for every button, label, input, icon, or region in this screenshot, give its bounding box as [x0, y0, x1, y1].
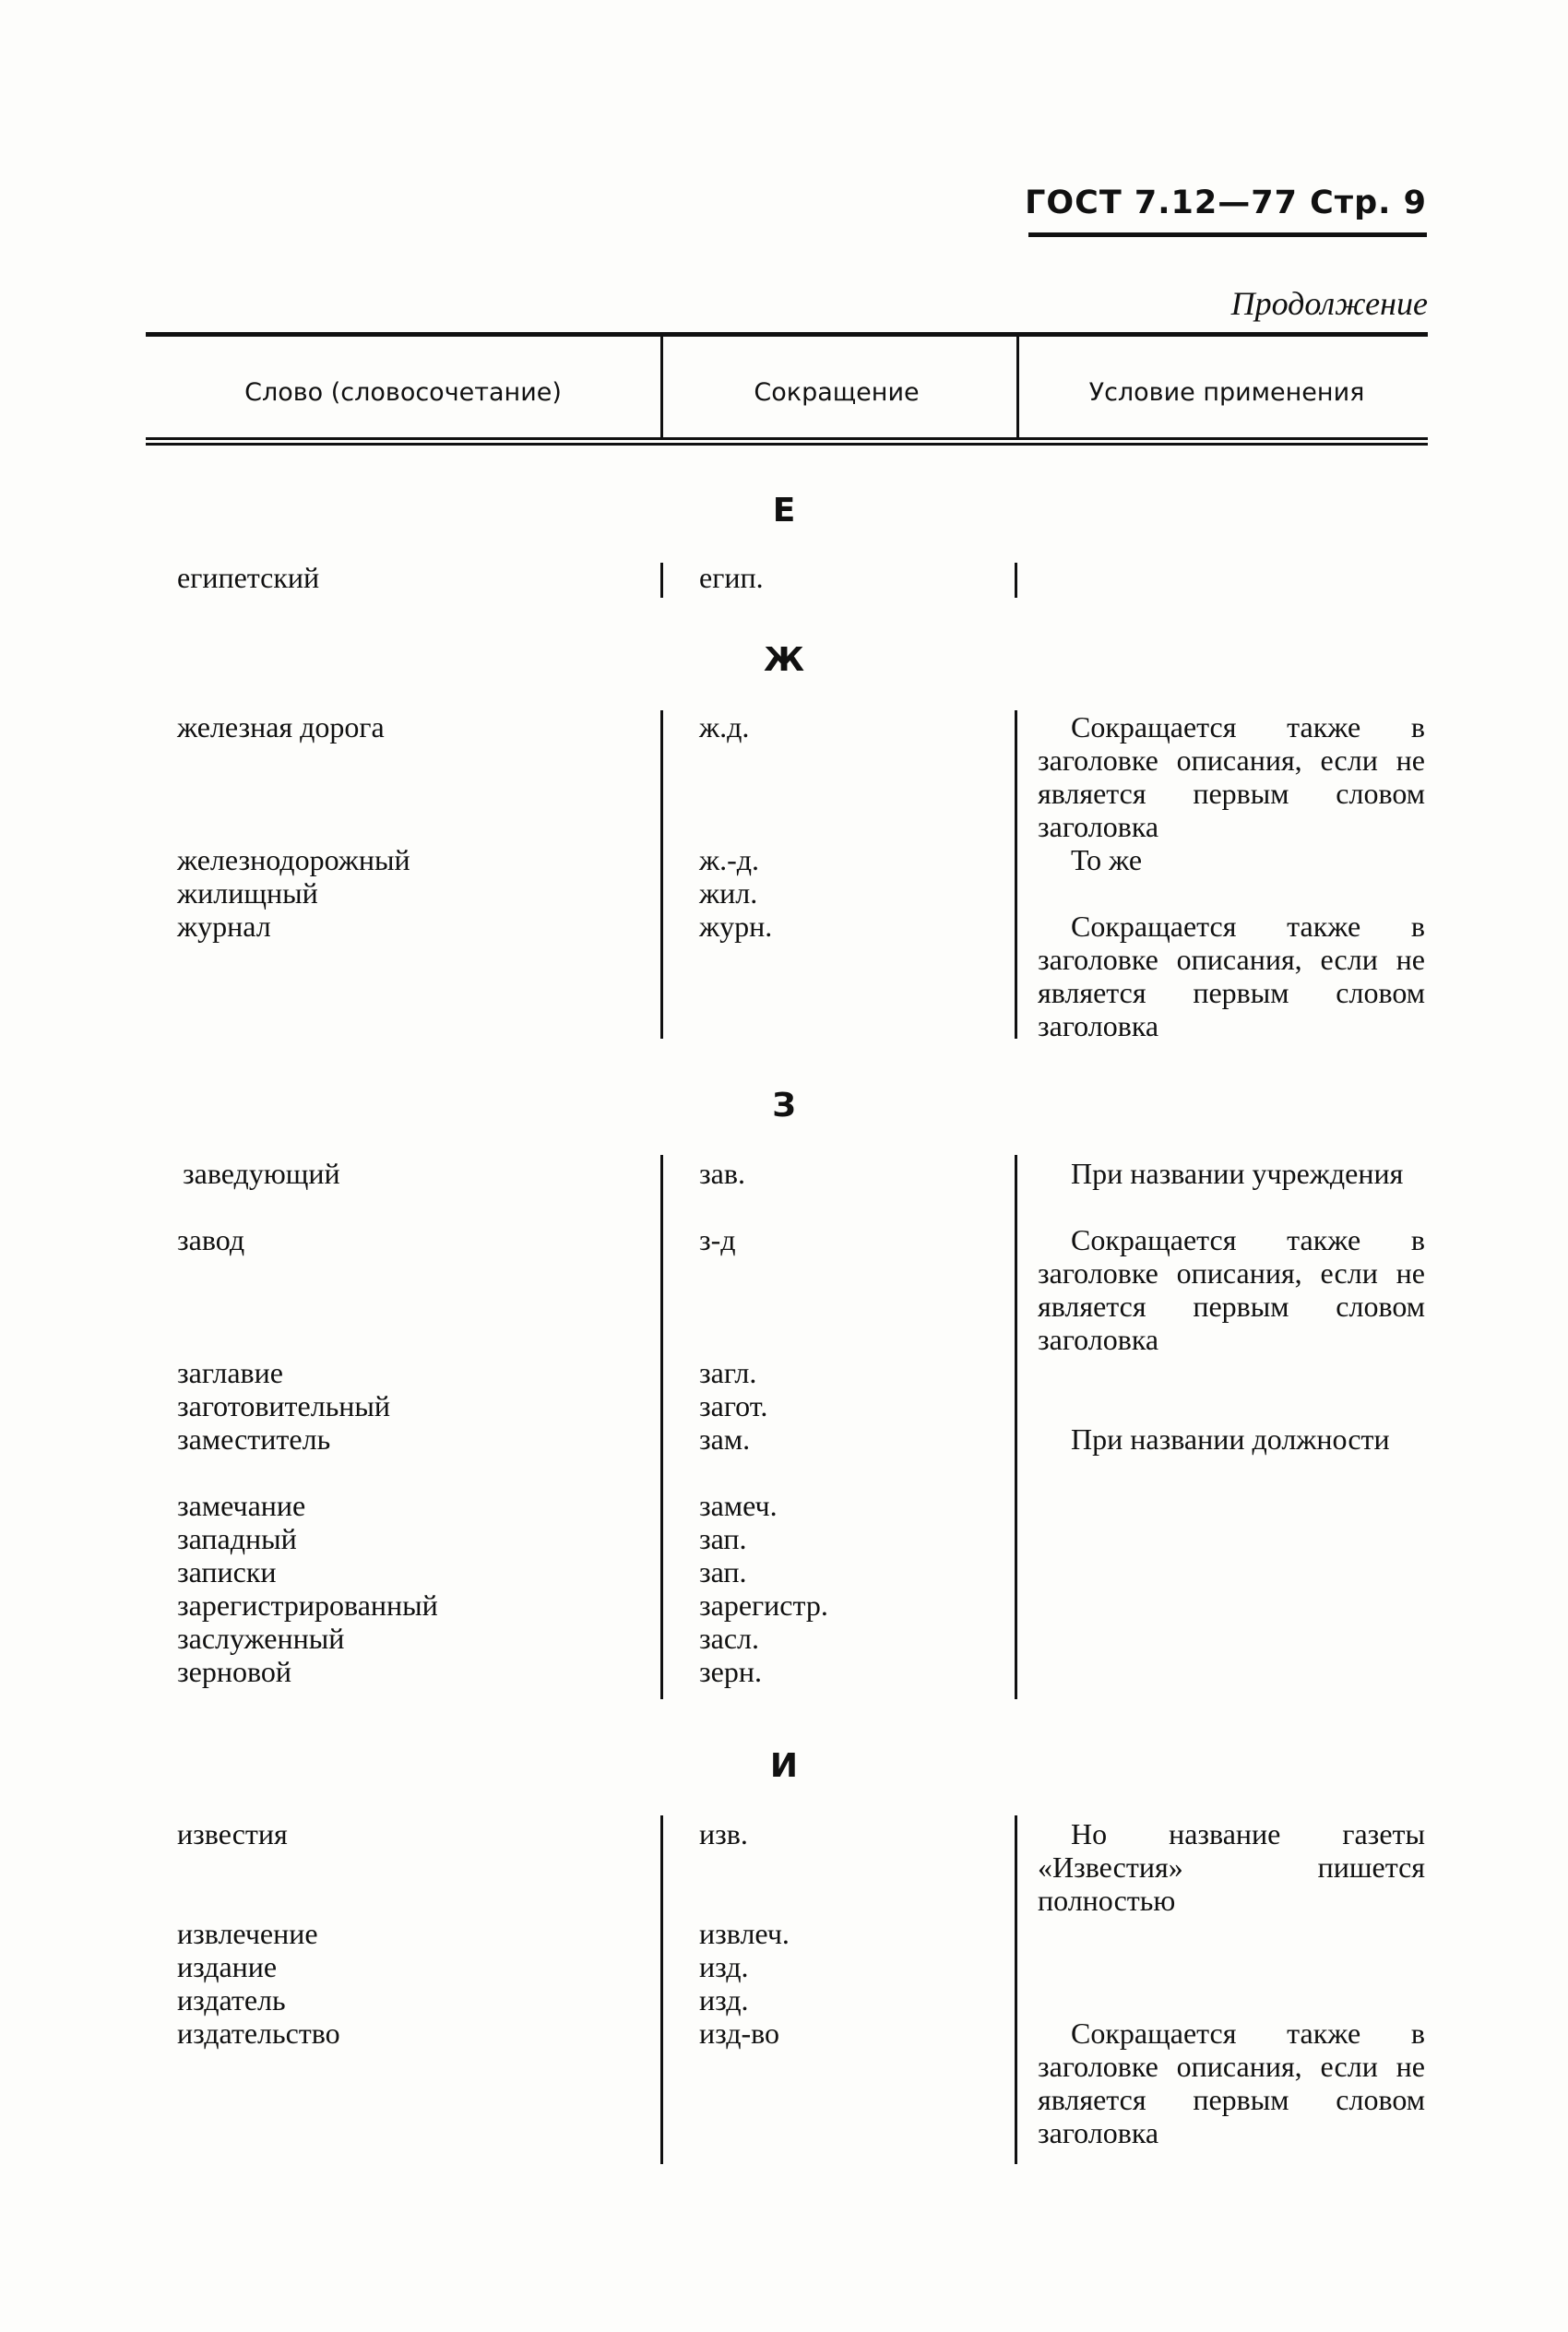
table-row-word: издатель [177, 1983, 286, 2017]
column-header-condition: Условие применения [1088, 378, 1365, 407]
column-divider [1015, 563, 1017, 598]
table-row-word: заглавие [177, 1356, 283, 1389]
column-divider [1015, 710, 1017, 1039]
table-row-abbr: извлеч. [699, 1917, 790, 1950]
table-row-word: жилищный [177, 876, 318, 910]
table-row-abbr: ж.-д. [699, 843, 760, 876]
table-row-condition: Сокращается также в заголовке описания, если не является первым словом заголовка [1038, 910, 1425, 1042]
section-letter: Ж [763, 641, 805, 679]
continuation-label: Продолжение [1230, 285, 1428, 322]
table-row-abbr: журн. [699, 910, 773, 943]
table-row-abbr: зап. [699, 1522, 747, 1555]
table-row-abbr: изд-во [699, 2017, 780, 2050]
section-letter: Е [772, 492, 796, 529]
column-header-word: Слово (словосочетание) [244, 378, 562, 407]
table-row-word: завод [177, 1223, 245, 1256]
column-divider [1015, 1155, 1017, 1699]
table-row-word: зерновой [177, 1655, 291, 1688]
table-row-condition: Сокращается также в заголовке описания, если не является первым словом заголовка [1038, 710, 1425, 843]
table-row-abbr: изд. [699, 1950, 749, 1983]
page-header: ГОСТ 7.12—77 Стр. 9 [1025, 184, 1427, 221]
table-row-abbr: загот. [699, 1389, 768, 1422]
table-row-word: замечание [177, 1489, 306, 1522]
table-row-word: египетский [177, 561, 320, 594]
table-row-condition: То же [1071, 843, 1143, 876]
table-row-abbr: засл. [699, 1622, 760, 1655]
table-row-word: железная дорога [177, 710, 385, 744]
table-row-abbr: зерн. [699, 1655, 762, 1688]
table-row-word: западный [177, 1522, 297, 1555]
table-row-word: издание [177, 1950, 278, 1983]
table-row-abbr: жил. [699, 876, 758, 910]
header-rule [1028, 232, 1427, 237]
table-row-condition: Сокращается также в заголовке описания, если не является первым словом заголовка [1038, 1223, 1425, 1356]
table-row-word: извлечение [177, 1917, 318, 1950]
table-row-abbr: зарегистр. [699, 1588, 828, 1622]
table-row-abbr: зав. [699, 1157, 745, 1190]
table-row-condition: Сокращается также в заголовке описания, если не является первым словом заголовка [1038, 2017, 1425, 2149]
table-row-word: журнал [177, 910, 271, 943]
table-row-abbr: зам. [699, 1422, 751, 1456]
table-row-word: железнодорожный [177, 843, 410, 876]
table-row-word: издательство [177, 2017, 340, 2050]
table-row-condition: При названии учреждения [1071, 1157, 1404, 1190]
table-row-word: заготовительный [177, 1389, 391, 1422]
column-divider [660, 1815, 663, 2164]
section-letter: З [772, 1087, 796, 1124]
column-divider [1015, 1815, 1017, 2164]
table-row-abbr: изв. [699, 1817, 748, 1850]
table-row-abbr: ж.д. [699, 710, 750, 744]
table-row-word: известия [177, 1817, 288, 1850]
table-row-word: заслуженный [177, 1622, 345, 1655]
table-row-abbr: изд. [699, 1983, 749, 2017]
table-row-word: заместитель [177, 1422, 331, 1456]
table-top-rule [146, 332, 1428, 337]
column-header-abbr: Сокращение [754, 378, 920, 407]
table-row-abbr: зап. [699, 1555, 747, 1588]
table-row-word: заведующий [183, 1157, 340, 1190]
column-divider [660, 1155, 663, 1699]
table-row-condition: Но название газеты «Известия» пишется полностью [1038, 1817, 1425, 1917]
table-row-abbr: егип. [699, 561, 764, 594]
section-letter: И [769, 1747, 799, 1785]
table-row-abbr: замеч. [699, 1489, 778, 1522]
table-row-abbr: з-д [699, 1223, 736, 1256]
table-row-word: записки [177, 1555, 277, 1588]
table-head-rule [146, 437, 1428, 446]
table-row-condition: При названии должности [1071, 1422, 1390, 1456]
column-divider [660, 563, 663, 598]
table-row-word: зарегистрированный [177, 1588, 438, 1622]
table-row-abbr: загл. [699, 1356, 757, 1389]
column-divider [660, 710, 663, 1039]
